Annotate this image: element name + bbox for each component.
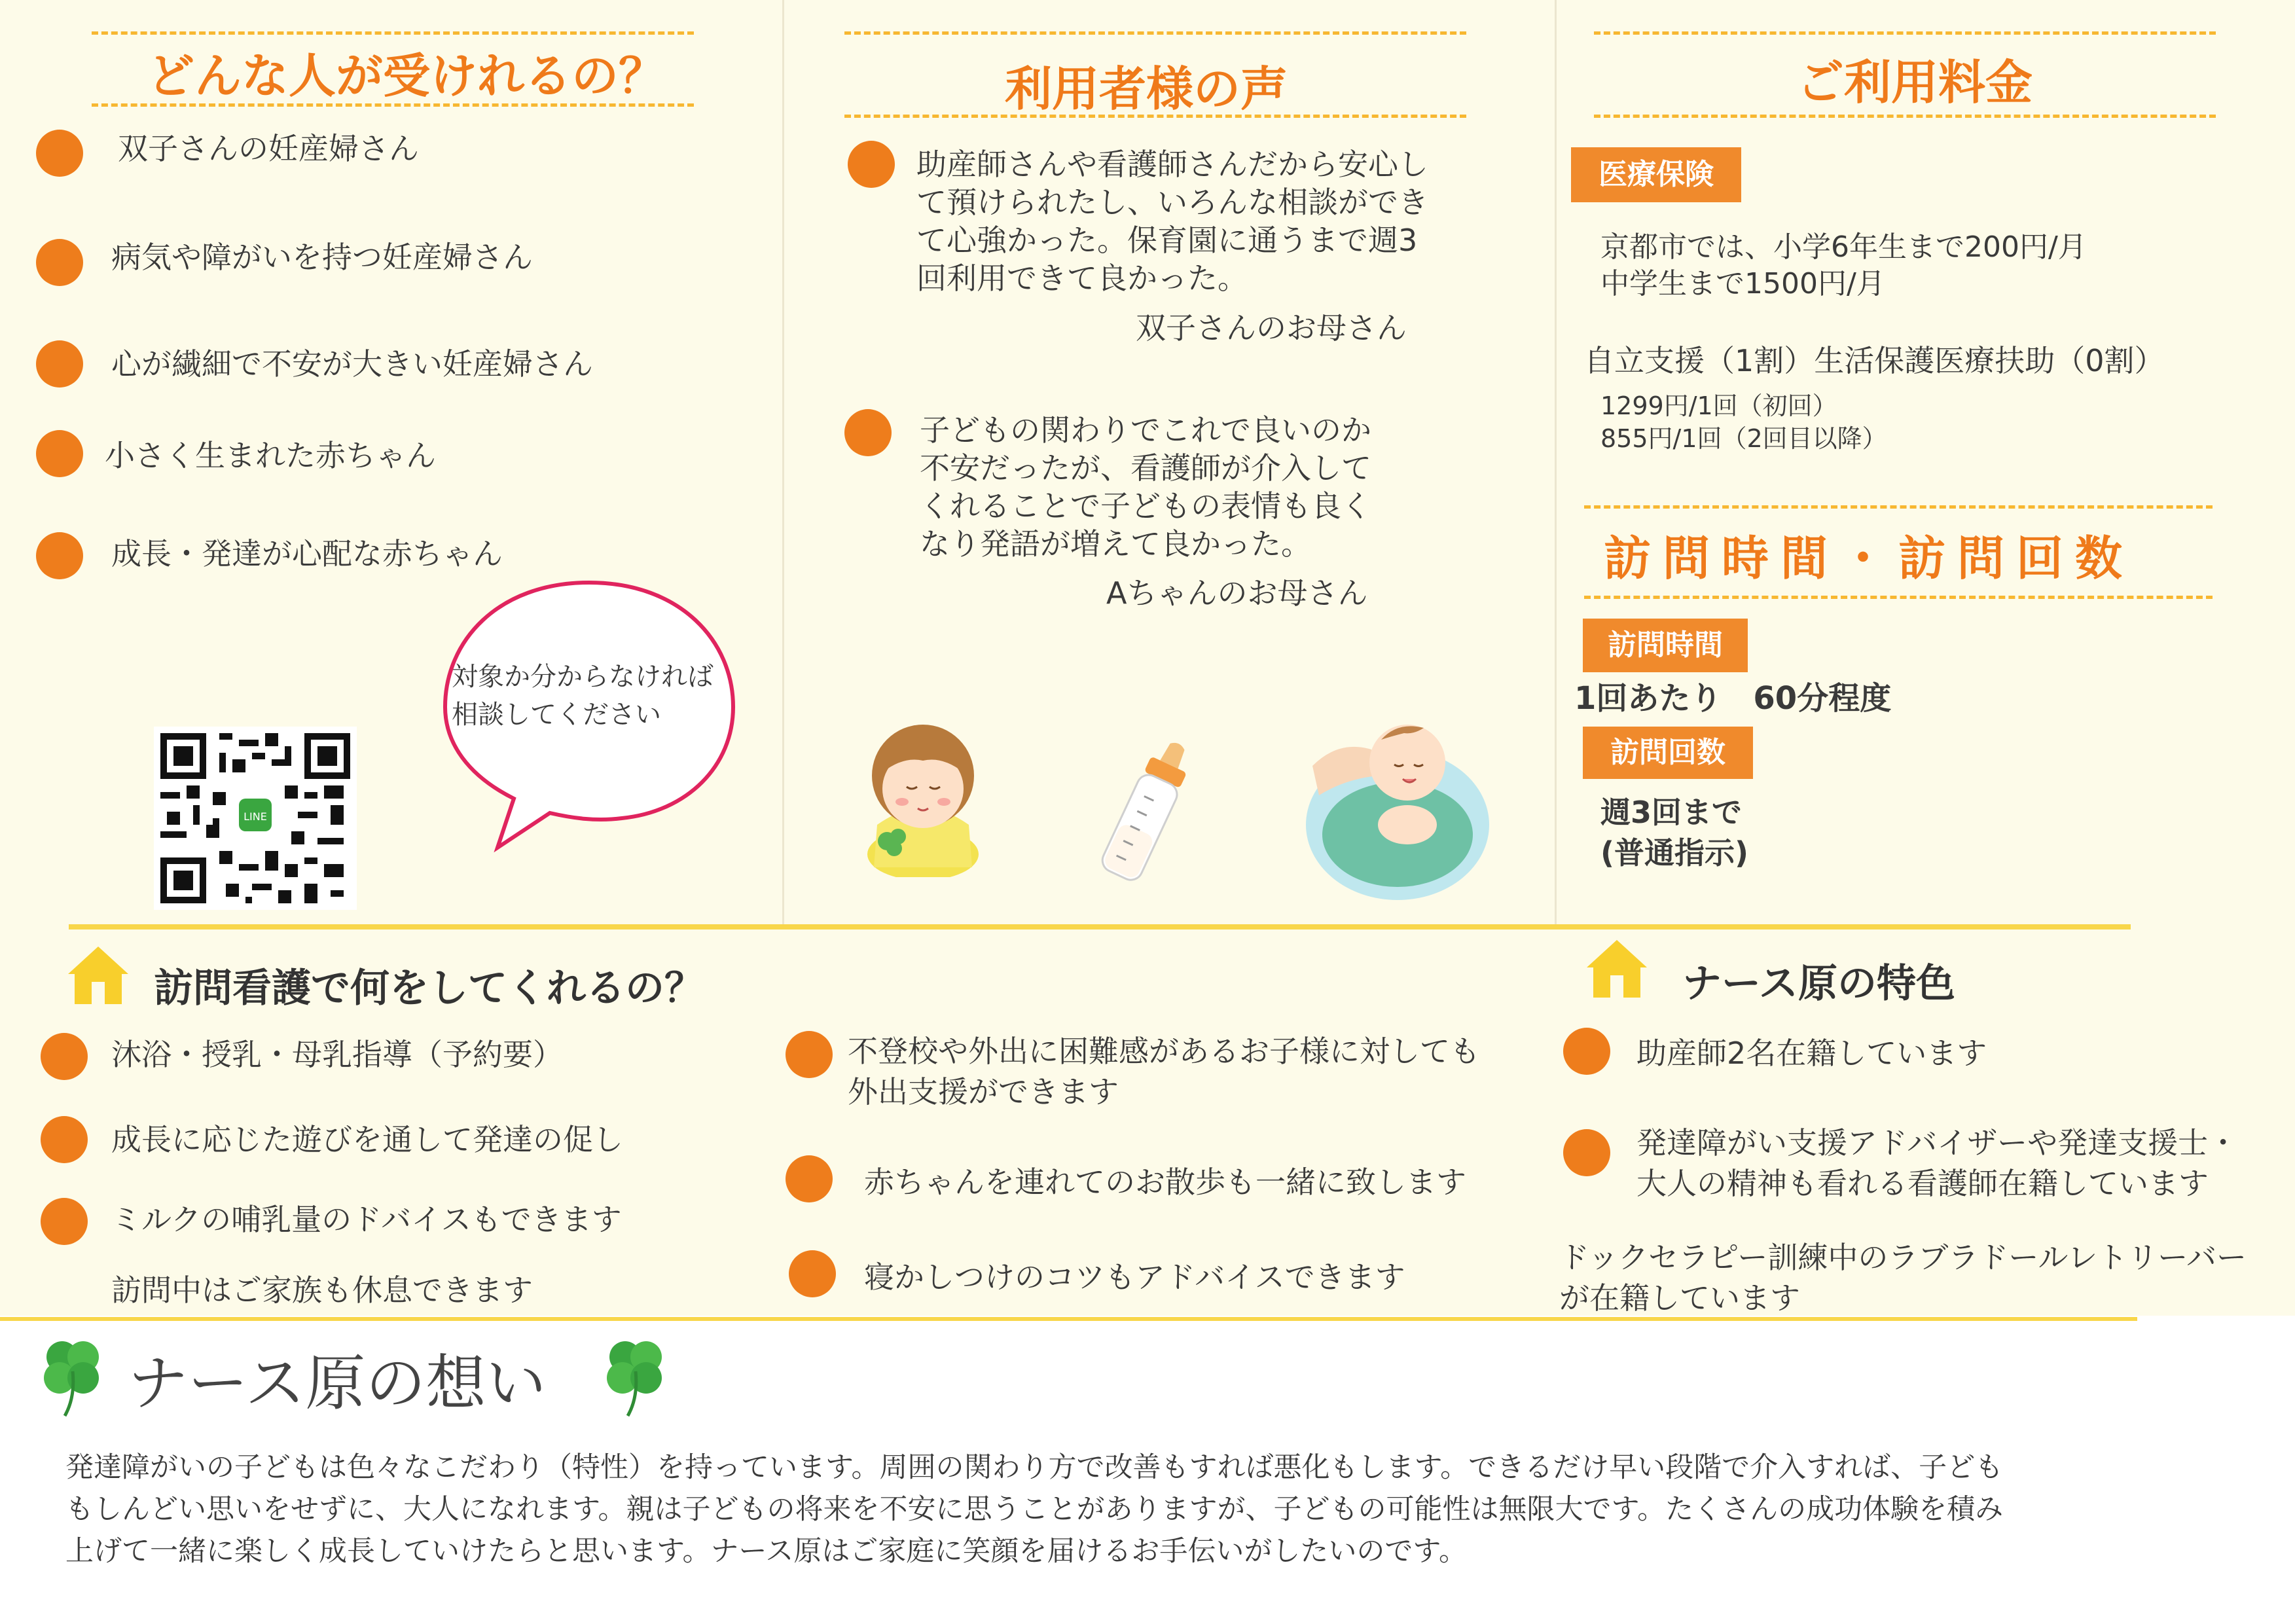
title-dash-top [92,31,694,35]
voice-author: 双子さんのお母さん [1136,310,1407,346]
qr-code[interactable] [154,727,357,910]
what-note: 訪問中はご家族も休息できます [111,1272,533,1308]
bullet-dot [1563,1129,1610,1176]
baby-bath-illustration [1299,687,1496,903]
what-item: 沐浴・授乳・母乳指導（予約要） [111,1037,563,1072]
feature-line: ドックセラピー訓練中のラブラドールレトリーバー [1559,1240,2247,1275]
bullet-dot [41,1033,88,1080]
bullet-dot [36,239,83,286]
feature-line: 大人の精神も看れる看護師在籍しています [1636,1166,2209,1201]
what-item: 寝かしつけのコツもアドバイスできます [864,1259,1405,1295]
bullet-dot [844,409,892,456]
voice-line: 子どもの関わりでこれで良いのか [920,412,1371,448]
section-divider [0,1317,2137,1321]
house-icon [65,943,131,1008]
bullet-dot [1563,1028,1610,1075]
who-item: 心が繊細で不安が大きい妊産婦さん [111,346,593,382]
bullet-dot [789,1250,836,1297]
voice-line: 不安だったが、看護師が介入して [920,450,1371,486]
title-dash-bottom [92,103,694,107]
column-divider [1555,0,1557,929]
feature-line: が在籍しています [1559,1280,1800,1316]
title-dash-top [844,31,1466,35]
bullet-dot [41,1116,88,1163]
baby-bottle-illustration [1074,733,1218,897]
feature-item: 助産師2名在籍しています [1636,1036,1987,1071]
bullet-dot [36,340,83,388]
what-item-line: 外出支援ができます [848,1074,1119,1110]
fee-line: 自立支援（1割）生活保護医療扶助（0割） [1584,343,2165,378]
who-item: 双子さんの妊産婦さん [118,131,419,166]
title-dash-bottom [1584,596,2213,599]
thoughts-line: もしんどい思いをせずに、大人になれます。親は子どもの将来を不安に思うことがありますが、子どもの可能性は無限大です。たくさんの成功体験を積み [65,1493,2004,1526]
clover-icon [599,1332,671,1417]
house-icon [1584,936,1650,1001]
fee-line: 京都市では、小学6年生まで200円/月 [1600,230,2087,264]
who-item: 病気や障がいを持つ妊産婦さん [111,240,533,275]
voice-line: て心強かった。保育園に通うまで週3 [916,223,1418,258]
fee-line: 855円/1回（2回目以降） [1600,424,1887,453]
title-dash-top [1584,505,2213,509]
bubble-line: 対象か分からなければ [452,662,714,692]
visit-time-badge: 訪問時間 [1583,619,1748,672]
features-title: ナース原の特色 [1682,961,1955,1007]
voice-line: なり発語が増えて良かった。 [920,526,1311,562]
what-title: 訪問看護で何をしてくれるの？ [154,965,704,1011]
bullet-dot [36,130,83,177]
visit-title: 訪問時間・訪問回数 [1604,531,2135,586]
who-title: どんな人が受けれるの？ [147,48,666,103]
who-item: 成長・発達が心配な赤ちゃん [111,536,503,571]
visit-count-line: (普通指示) [1600,835,1749,871]
bullet-dot [36,532,83,579]
bullet-dot [41,1198,88,1245]
title-dash-top [1594,31,2216,35]
bullet-dot [786,1155,833,1202]
visit-time-text: 1回あたり 60分程度 [1574,680,1892,717]
voice-line: て預けられたし、いろんな相談ができ [916,185,1428,220]
fee-line: 中学生まで1500円/月 [1600,267,1885,300]
voice-line: 助産師さんや看護師さんだから安心し [916,147,1428,182]
thoughts-line: 上げて一緒に楽しく成長していけたらと思います。ナース原はご家庭に笑顔を届けるお手伝いがしたいのです。 [65,1535,1467,1568]
bullet-dot [36,430,83,477]
visit-count-badge: 訪問回数 [1583,727,1753,779]
section-divider [69,924,2131,929]
what-item: 赤ちゃんを連れてのお散歩も一緒に致します [864,1164,1466,1200]
fee-line: 1299円/1回（初回） [1600,391,1837,420]
fees-title: ご利用料金 [1797,55,2033,110]
what-item-line: 不登校や外出に困難感があるお子様に対しても [848,1034,1480,1069]
what-item: ミルクの哺乳量のドバイスもできます [111,1202,622,1237]
insurance-badge: 医療保険 [1571,147,1741,202]
bullet-dot [848,141,895,188]
bubble-line: 相談してください [452,700,661,730]
voice-author: Aちゃんのお母さん [1106,575,1368,611]
voice-line: くれることで子どもの表情も良く [920,488,1371,524]
voice-line: 回利用できて良かった。 [916,261,1248,296]
svg-text:LINE: LINE [244,810,267,823]
voices-title: 利用者様の声 [1005,62,1288,117]
title-dash-bottom [1594,115,2216,118]
feature-line: 発達障がい支援アドバイザーや発達支援士・ [1636,1125,2239,1161]
what-item: 成長に応じた遊びを通して発達の促し [111,1122,623,1157]
thoughts-title: ナース原の想い [128,1348,547,1418]
child-illustration [851,713,995,877]
title-dash-bottom [844,115,1466,118]
clover-icon [36,1332,108,1417]
visit-count-line: 週3回まで [1600,795,1743,830]
who-item: 小さく生まれた赤ちゃん [105,438,436,473]
bullet-dot [786,1031,833,1078]
column-divider [782,0,784,929]
thoughts-line: 発達障がいの子どもは色々なこだわり（特性）を持っています。周囲の関わり方で改善もすれば悪化もします。できるだけ早い段階で介入すれば、子ども [65,1451,2004,1484]
